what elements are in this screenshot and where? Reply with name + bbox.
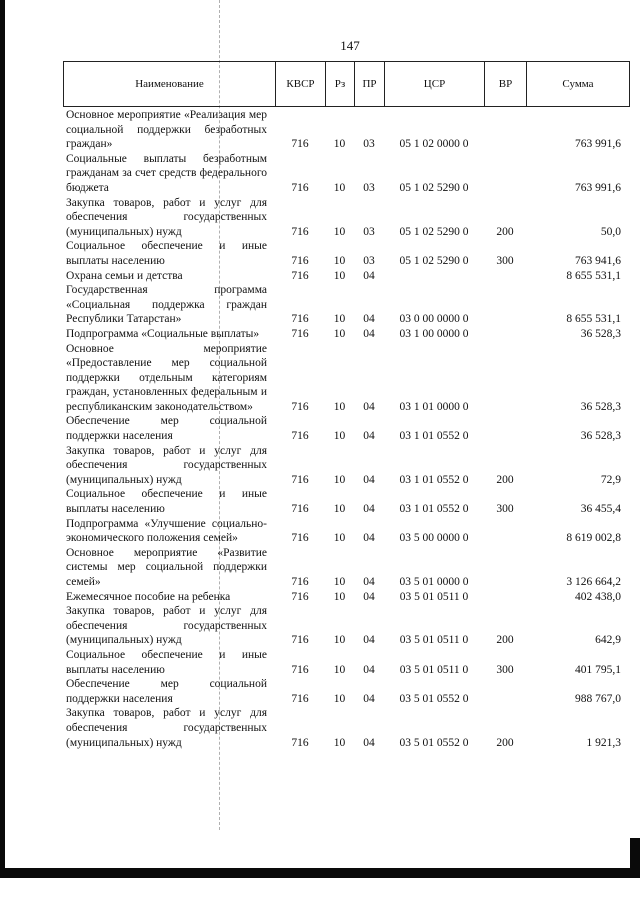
cell-csr: 03 5 01 0511 0 [399, 590, 469, 603]
cell-vr: 200 [496, 473, 514, 486]
cell-vr [484, 677, 526, 706]
cell-sum: 1 921,3 [586, 736, 621, 749]
cell-pr: 04 [363, 327, 375, 340]
cell-kvsr: 716 [291, 590, 309, 603]
cell-sum: 763 991,6 [575, 138, 621, 151]
page-number: 147 [340, 38, 360, 53]
cell-pr: 04 [363, 590, 375, 603]
cell-sum: 8 655 531,1 [566, 313, 621, 326]
cell-name: Обеспечение мер социальной поддержки населения [66, 678, 267, 705]
cell-sum: 8 619 002,8 [566, 532, 621, 545]
cell-rz: 10 [333, 634, 346, 647]
col-header-sum: Сумма [527, 62, 630, 107]
col-header-vr: ВР [485, 62, 527, 107]
cell-csr: 03 1 01 0552 0 [399, 430, 469, 443]
scan-edge-left [0, 0, 5, 878]
cell-vr [484, 517, 526, 546]
cell-rz: 10 [333, 576, 346, 588]
cell-name: Закупка товаров, работ и услуг для обеспечения государственных (муниципальных) нужд [66, 196, 267, 238]
cell-sum: 763 991,6 [575, 181, 621, 194]
cell-vr [484, 283, 526, 327]
cell-sum: 36 528,3 [580, 327, 621, 340]
cell-pr: 03 [363, 181, 375, 194]
cell-vr [484, 342, 526, 415]
cell-sum: 50,0 [600, 225, 621, 238]
cell-pr: 04 [363, 634, 375, 647]
cell-pr: 04 [363, 532, 375, 545]
cell-name: Ежемесячное пособие на ребенка [66, 590, 231, 603]
cell-rz: 10 [333, 181, 346, 194]
cell-kvsr: 716 [291, 400, 309, 413]
cell-vr [484, 546, 526, 590]
cell-vr: 200 [496, 736, 514, 749]
cell-csr: 03 1 00 0000 0 [399, 327, 469, 340]
table-row [63, 444, 629, 488]
cell-pr: 04 [363, 430, 375, 443]
cell-vr [484, 327, 526, 342]
cell-csr: 05 1 02 5290 0 [399, 181, 469, 194]
cell-name: Закупка товаров, работ и услуг для обеспечения государственных (муниципальных) нужд [66, 605, 267, 647]
cell-rz: 10 [333, 313, 346, 326]
cell-name: Основное мероприятие «Предоставление мер социальной поддержки отдельным категориям граждан, установленных федеральным и республиканским законодательством» [66, 342, 267, 413]
cell-csr [384, 269, 484, 284]
table-row [63, 239, 629, 268]
table-row [63, 604, 629, 648]
cell-name: Закупка товаров, работ и услуг для обеспечения государственных (муниципальных) нужд [66, 444, 267, 486]
cell-pr: 04 [363, 503, 375, 516]
cell-rz: 10 [333, 400, 346, 413]
cell-kvsr: 716 [291, 327, 309, 340]
cell-csr: 03 5 00 0000 0 [399, 532, 469, 545]
cell-sum: 642,9 [595, 634, 621, 647]
cell-pr: 03 [363, 138, 375, 151]
cell-name: Подпрограмма «Социальные выплаты» [66, 327, 260, 340]
cell-vr [484, 269, 526, 284]
cell-kvsr: 716 [291, 532, 309, 545]
table-header [63, 61, 630, 107]
cell-vr [484, 590, 526, 605]
col-header-name: Наименование [64, 62, 276, 107]
cell-vr [484, 108, 526, 152]
cell-sum: 36 528,3 [580, 400, 621, 413]
cell-vr [484, 414, 526, 443]
cell-vr [484, 152, 526, 196]
cell-csr: 03 1 01 0552 0 [399, 503, 469, 516]
cell-pr: 03 [363, 225, 375, 238]
cell-name: Закупка товаров, работ и услуг для обеспечения государственных (муниципальных) нужд [66, 707, 267, 749]
cell-rz: 10 [333, 590, 346, 603]
table-row [63, 517, 629, 546]
cell-sum: 8 655 531,1 [566, 269, 621, 282]
cell-kvsr: 716 [291, 181, 309, 194]
col-header-pr: ПР [355, 62, 385, 107]
cell-rz: 10 [333, 269, 346, 282]
cell-pr: 04 [363, 313, 375, 326]
cell-name: Социальное обеспечение и иные выплаты населению [66, 488, 267, 516]
cell-rz: 10 [333, 532, 346, 545]
cell-sum: 36 528,3 [580, 430, 621, 443]
cell-csr: 03 5 01 0000 0 [399, 576, 469, 588]
cell-sum: 72,9 [600, 473, 621, 486]
cell-pr: 04 [363, 269, 375, 282]
cell-rz: 10 [333, 663, 346, 676]
cell-kvsr: 716 [291, 254, 309, 267]
cell-pr: 04 [363, 736, 375, 749]
cell-rz: 10 [333, 503, 346, 516]
cell-rz: 10 [333, 736, 346, 749]
cell-sum: 763 941,6 [575, 254, 621, 267]
cell-vr: 300 [496, 503, 514, 516]
cell-csr: 05 1 02 5290 0 [399, 225, 469, 238]
cell-kvsr: 716 [291, 138, 309, 151]
cell-kvsr: 716 [291, 692, 309, 705]
table-row [63, 546, 629, 590]
cell-kvsr: 716 [291, 503, 309, 516]
cell-name: Основное мероприятие «Развитие системы мер социальной поддержки семей» [66, 546, 267, 588]
table-row [63, 590, 629, 605]
cell-csr: 03 0 00 0000 0 [399, 313, 469, 326]
cell-pr: 04 [363, 400, 375, 413]
cell-kvsr: 716 [291, 430, 309, 443]
table-row [63, 269, 629, 284]
cell-name: Государственная программа «Социальная поддержка граждан Республики Татарстан» [66, 284, 267, 326]
cell-rz: 10 [333, 254, 346, 267]
table-row [63, 342, 629, 415]
cell-csr: 03 1 01 0552 0 [399, 473, 469, 486]
table-row [63, 648, 629, 677]
cell-name: Социальное обеспечение и иные выплаты населению [66, 648, 267, 676]
cell-kvsr: 716 [291, 576, 309, 588]
table-row [63, 706, 629, 750]
cell-rz: 10 [333, 430, 346, 443]
cell-kvsr: 716 [291, 736, 309, 749]
cell-pr: 04 [363, 692, 375, 705]
cell-rz: 10 [333, 138, 346, 151]
table-row [63, 327, 629, 342]
cell-rz: 10 [333, 473, 346, 486]
cell-rz: 10 [333, 692, 346, 705]
cell-sum: 988 767,0 [575, 692, 621, 705]
cell-csr: 03 5 01 0511 0 [399, 634, 469, 647]
cell-name: Социальные выплаты безработным гражданам за счет средств федерального бюджета [66, 152, 267, 194]
table-row [63, 677, 629, 706]
cell-kvsr: 716 [291, 663, 309, 676]
cell-rz: 10 [333, 327, 346, 340]
cell-kvsr: 716 [291, 269, 309, 282]
cell-kvsr: 716 [291, 225, 309, 238]
cell-csr: 03 1 01 0000 0 [399, 400, 469, 413]
col-header-kvsr: КВСР [276, 62, 326, 107]
table-row [63, 283, 629, 327]
cell-csr: 05 1 02 0000 0 [399, 138, 469, 151]
table-row [63, 487, 629, 516]
cell-kvsr: 716 [291, 473, 309, 486]
cell-vr: 300 [496, 254, 514, 267]
cell-pr: 04 [363, 576, 375, 588]
cell-name: Основное мероприятие «Реализация мер социальной поддержки безработных граждан» [66, 109, 267, 151]
cell-rz: 10 [333, 225, 346, 238]
cell-kvsr: 716 [291, 313, 309, 326]
table-row [63, 108, 629, 152]
cell-name: Социальное обеспечение и иные выплаты населению [66, 240, 267, 267]
cell-pr: 03 [363, 254, 375, 267]
cell-csr: 03 5 01 0552 0 [399, 692, 469, 705]
cell-pr: 04 [363, 473, 375, 486]
cell-sum: 402 438,0 [575, 590, 621, 603]
cell-sum: 36 455,4 [580, 503, 621, 516]
cell-name: Обеспечение мер социальной поддержки населения [66, 415, 267, 443]
cell-csr: 03 5 01 0552 0 [399, 736, 469, 749]
cell-csr: 03 5 01 0511 0 [399, 663, 469, 676]
scan-edge-bottom [0, 868, 640, 878]
cell-kvsr: 716 [291, 634, 309, 647]
table-row [63, 152, 629, 196]
cell-vr: 200 [496, 225, 514, 238]
table-row [63, 414, 629, 443]
cell-vr: 300 [496, 663, 514, 676]
cell-csr: 05 1 02 5290 0 [399, 254, 469, 267]
cell-pr: 04 [363, 663, 375, 676]
budget-table [63, 108, 629, 750]
cell-name: Подпрограмма «Улучшение социально-экономического положения семей» [66, 517, 267, 545]
cell-name: Охрана семьи и детства [66, 269, 183, 282]
table-row [63, 196, 629, 240]
col-header-rz: Рз [326, 62, 355, 107]
col-header-csr: ЦСР [385, 62, 485, 107]
table-body [63, 108, 629, 750]
cell-sum: 3 126 664,2 [566, 576, 621, 588]
cell-vr: 200 [496, 634, 514, 647]
cell-sum: 401 795,1 [575, 663, 621, 676]
